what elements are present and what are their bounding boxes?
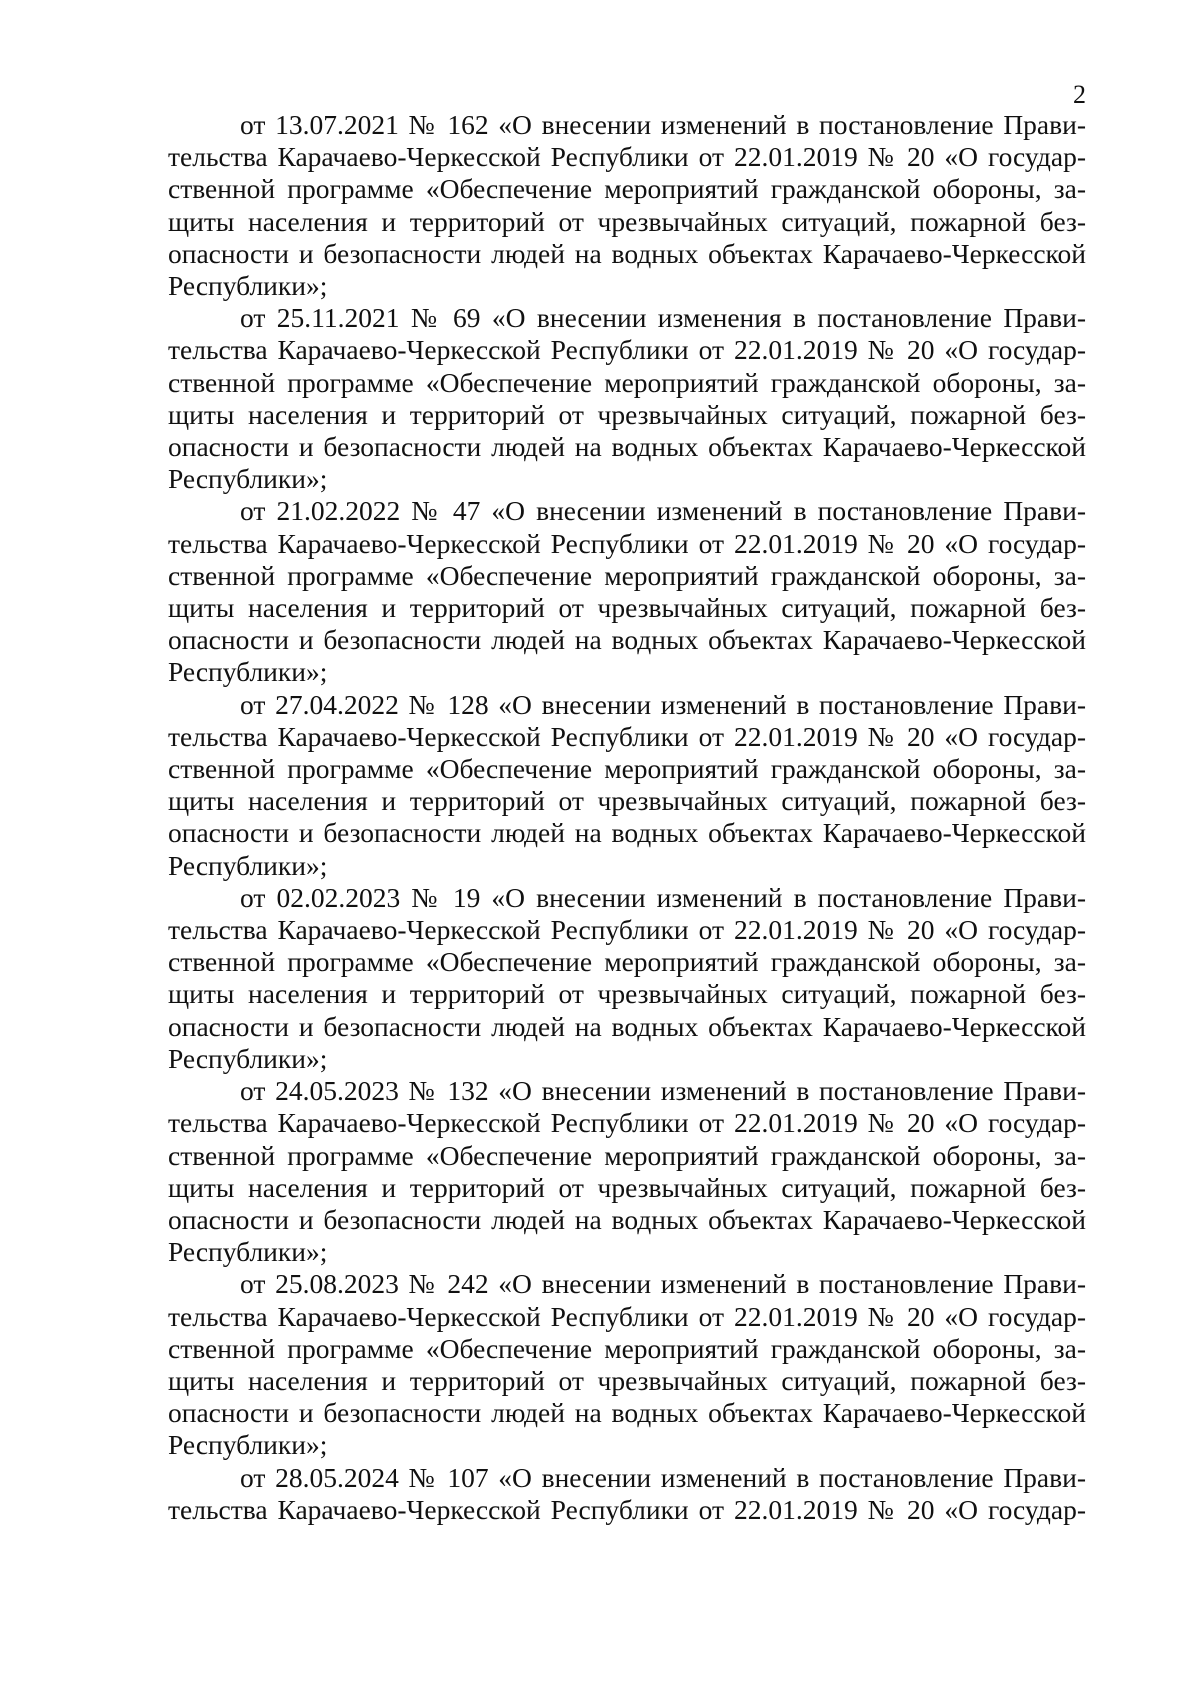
- text-line: Республики»;: [168, 849, 328, 881]
- text-line: ственной программе «Обеспечение мероприятий гражданской обороны, за-: [168, 173, 1086, 205]
- text-line: опасности и безопасности людей на водных объектах Карачаево-Черкесской: [168, 1397, 1086, 1429]
- text-line: щиты населения и территорий от чрезвычайных ситуаций, пожарной без-: [168, 978, 1086, 1010]
- paragraph: [168, 882, 1086, 1075]
- text-line: от 21.02.2022 № 47 «О внесении изменений в постановление Прави-: [240, 495, 1086, 527]
- text-line: от 27.04.2022 № 128 «О внесении изменений в постановление Прави-: [240, 688, 1086, 720]
- text-line: Республики»;: [168, 1236, 328, 1268]
- paragraph: [168, 302, 1086, 495]
- paragraph: [168, 109, 1086, 302]
- text-line: опасности и безопасности людей на водных объектах Карачаево-Черкесской: [168, 624, 1086, 656]
- paragraph: [168, 689, 1086, 882]
- text-line: ственной программе «Обеспечение мероприятий гражданской обороны, за-: [168, 559, 1086, 591]
- text-line: щиты населения и территорий от чрезвычайных ситуаций, пожарной без-: [168, 785, 1086, 817]
- text-line: щиты населения и территорий от чрезвычайных ситуаций, пожарной без-: [168, 1171, 1086, 1203]
- text-line: Республики»;: [168, 270, 328, 302]
- text-line: тельства Карачаево-Черкесской Республики от 22.01.2019 № 20 «О государ-: [168, 334, 1086, 366]
- text-line: от 28.05.2024 № 107 «О внесении изменений в постановление Прави-: [240, 1461, 1086, 1493]
- text-line: от 02.02.2023 № 19 «О внесении изменений в постановление Прави-: [240, 881, 1086, 913]
- text-line: тельства Карачаево-Черкесской Республики от 22.01.2019 № 20 «О государ-: [168, 1107, 1086, 1139]
- text-line: ственной программе «Обеспечение мероприятий гражданской обороны, за-: [168, 946, 1086, 978]
- text-line: Республики»;: [168, 1042, 328, 1074]
- text-line: тельства Карачаево-Черкесской Республики от 22.01.2019 № 20 «О государ-: [168, 527, 1086, 559]
- text-line: от 25.08.2023 № 242 «О внесении изменений в постановление Прави-: [240, 1268, 1086, 1300]
- text-line: ственной программе «Обеспечение мероприятий гражданской обороны, за-: [168, 1139, 1086, 1171]
- text-line: тельства Карачаево-Черкесской Республики от 22.01.2019 № 20 «О государ-: [168, 1300, 1086, 1332]
- text-line: опасности и безопасности людей на водных объектах Карачаево-Черкесской: [168, 1010, 1086, 1042]
- text-line: Республики»;: [168, 1429, 328, 1461]
- text-line: ственной программе «Обеспечение мероприятий гражданской обороны, за-: [168, 753, 1086, 785]
- text-line: опасности и безопасности людей на водных объектах Карачаево-Черкесской: [168, 817, 1086, 849]
- text-line: тельства Карачаево-Черкесской Республики от 22.01.2019 № 20 «О государ-: [168, 914, 1086, 946]
- text-line: опасности и безопасности людей на водных объектах Карачаево-Черкесской: [168, 1203, 1086, 1235]
- text-line: щиты населения и территорий от чрезвычайных ситуаций, пожарной без-: [168, 398, 1086, 430]
- paragraph: [168, 1268, 1086, 1461]
- paragraph: [168, 495, 1086, 688]
- text-line: тельства Карачаево-Черкесской Республики от 22.01.2019 № 20 «О государ-: [168, 141, 1086, 173]
- paragraph: [168, 1462, 1086, 1526]
- text-line: тельства Карачаево-Черкесской Республики от 22.01.2019 № 20 «О государ-: [168, 720, 1086, 752]
- text-line: тельства Карачаево-Черкесской Республики от 22.01.2019 № 20 «О государ-: [168, 1493, 1086, 1525]
- text-line: Республики»;: [168, 656, 328, 688]
- paragraph: [168, 1075, 1086, 1268]
- text-line: от 25.11.2021 № 69 «О внесении изменения в постановление Прави-: [240, 302, 1086, 334]
- text-line: от 24.05.2023 № 132 «О внесении изменений в постановление Прави-: [240, 1075, 1086, 1107]
- text-line: ственной программе «Обеспечение мероприятий гражданской обороны, за-: [168, 366, 1086, 398]
- text-line: ственной программе «Обеспечение мероприятий гражданской обороны, за-: [168, 1332, 1086, 1364]
- document-body: [168, 109, 1086, 1526]
- text-line: опасности и безопасности людей на водных объектах Карачаево-Черкесской: [168, 431, 1086, 463]
- text-line: щиты населения и территорий от чрезвычайных ситуаций, пожарной без-: [168, 205, 1086, 237]
- text-line: Республики»;: [168, 463, 328, 495]
- text-line: щиты населения и территорий от чрезвычайных ситуаций, пожарной без-: [168, 1364, 1086, 1396]
- text-line: от 13.07.2021 № 162 «О внесении изменений в постановление Прави-: [240, 109, 1086, 140]
- page-number: 2: [1073, 80, 1086, 109]
- text-line: щиты населения и территорий от чрезвычайных ситуаций, пожарной без-: [168, 592, 1086, 624]
- text-line: опасности и безопасности людей на водных объектах Карачаево-Черкесской: [168, 237, 1086, 269]
